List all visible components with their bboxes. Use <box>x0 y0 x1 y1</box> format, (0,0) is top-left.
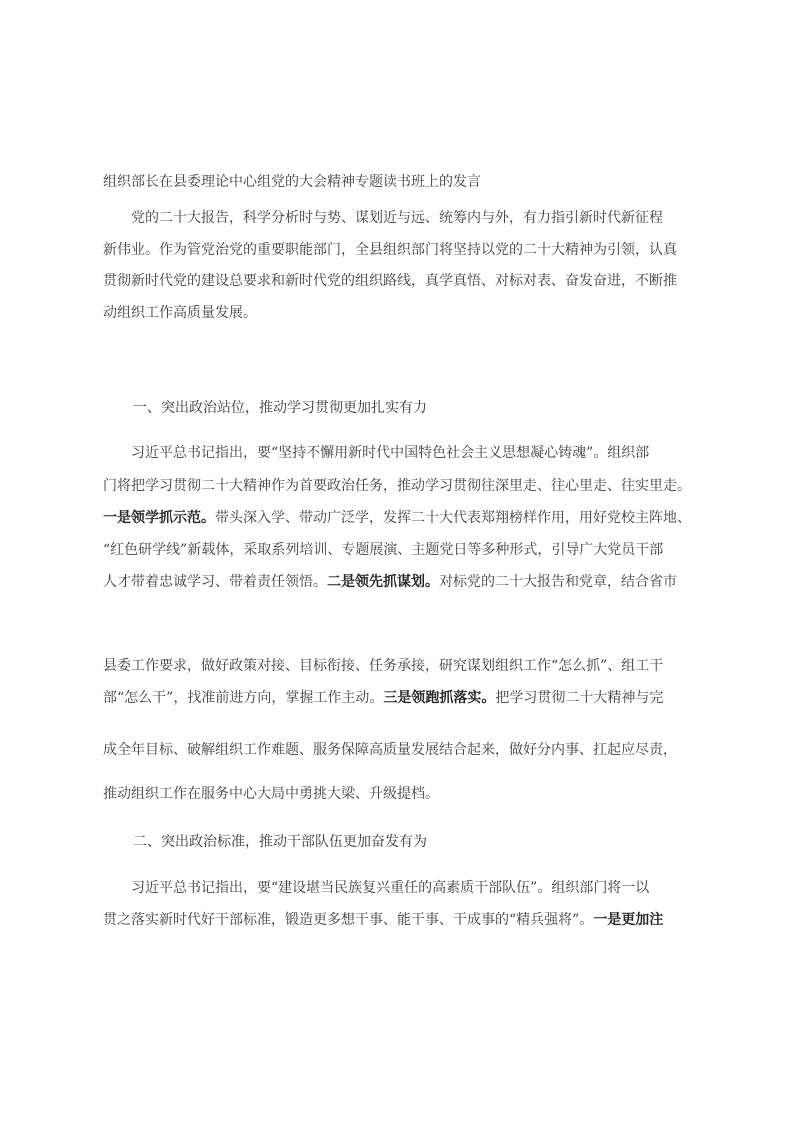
text-run: 把学习贯彻二十大精神与完 <box>495 690 664 706</box>
paragraph-line <box>103 688 703 708</box>
paragraph-line: 新伟业。作为管党治党的重要职能部门，全县组织部门将坚持以党的二十大精神为引领，认真 <box>103 242 677 258</box>
text-run: 带头深入学、带动广泛学，发挥二十大代表郑翔榜样作用，用好党校主阵地、 <box>215 510 691 526</box>
text-run: 县委工作要求，做好政策对接、目标衔接、任务承接，研究谋划组织工作“怎么抓”、组工干 <box>103 658 664 674</box>
text-run: 对标党的二十大报告和党章，结合省市 <box>439 574 677 590</box>
paragraph-line: 动组织工作高质量发展。 <box>103 305 257 321</box>
text-run: 推动组织工作在服务中心大局中勇挑大梁、升级提档。 <box>103 786 439 802</box>
paragraph-line <box>103 656 703 676</box>
text-run: 习近平总书记指出，要“建设堪当民族复兴重任的高素质干部队伍”。组织部门将一以 <box>131 880 650 896</box>
bold-lead: 二是领先抓谋划。 <box>327 574 439 590</box>
paragraph-line <box>103 508 703 528</box>
paragraph-line <box>103 740 703 760</box>
bold-lead: 一是领学抓示范。 <box>103 510 215 526</box>
text-run: 习近平总书记指出，要“坚持不懈用新时代中国特色社会主义思想凝心铸魂”。组织部 <box>131 445 650 461</box>
paragraph-line <box>103 784 703 804</box>
text-run: 部“怎么干”，找准前进方向，掌握工作主动。 <box>103 690 384 706</box>
paragraph-line: 贯彻新时代党的建设总要求和新时代党的组织路线，真学真悟、对标对表、奋发奋进，不断推 <box>103 273 677 289</box>
paragraph-line <box>131 878 731 898</box>
text-run: 门将把学习贯彻二十大精神作为首要政治任务，推动学习贯彻往深里走、往心里走、往实里走。 <box>103 478 691 494</box>
text-run: 人才带着忠诚学习、带着责任领悟。 <box>103 574 327 590</box>
document-title: 组织部长在县委理论中心组党的大会精神专题读书班上的发言 <box>103 174 481 190</box>
section-heading-2: 二、突出政治标准，推动干部队伍更加奋发有为 <box>133 834 427 850</box>
paragraph-line <box>103 910 703 930</box>
paragraph-line <box>103 572 703 592</box>
paragraph-line <box>103 476 703 496</box>
paragraph-line <box>131 443 731 463</box>
paragraph-line: 党的二十大报告，科学分析时与势、谋划近与远、统筹内与外，有力指引新时代新征程 <box>131 210 663 226</box>
bold-lead: 一是更加注 <box>593 912 664 928</box>
paragraph-line <box>103 540 703 560</box>
section-heading-1: 一、突出政治站位，推动学习贯彻更加扎实有力 <box>133 400 427 416</box>
text-run: 贯之落实新时代好干部标准，锻造更多想干事、能干事、干成事的“精兵强将”。 <box>103 912 594 928</box>
text-run: “红色研学线”新载体，采取系列培训、专题展演、主题党日等多种形式，引导广大党员干部 <box>103 542 664 558</box>
bold-lead: 三是领跑抓落实。 <box>383 690 496 706</box>
text-run: 成全年目标、破解组织工作难题、服务保障高质量发展结合起来，做好分内事、扛起应尽责， <box>103 742 677 758</box>
